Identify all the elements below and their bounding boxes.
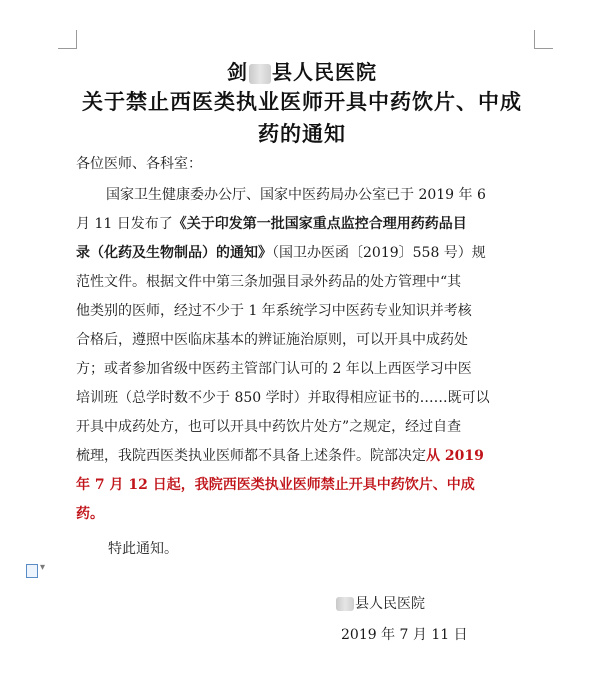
highlight-date: 从 2019 — [426, 448, 484, 464]
redacted-text — [249, 64, 271, 84]
signature-date: 2019 年 7 月 11 日 — [341, 627, 468, 643]
document-number: （国卫办医函〔2019〕558 号）规 — [272, 245, 486, 261]
body-text: 梳理，我院西医类执业医师都不具备上述条件。院部决定 — [76, 448, 426, 464]
highlight-line: 药。 — [76, 506, 104, 522]
body-line: 他类别的医师，经过不少于 1 年系统学习中医药专业知识并考核 — [76, 303, 472, 319]
document-title-ref: 《关于印发第一批国家重点监控合理用药药品目 — [172, 216, 467, 232]
notice-title-line2: 药的通知 — [258, 121, 346, 146]
hospital-suffix: 县人民医院 — [272, 60, 377, 84]
body-line: 合格后，遵照中医临床基本的辨证施治原则，可以开具中成药处 — [76, 332, 468, 348]
body-text: 月 11 日发布了 — [76, 216, 173, 232]
highlight-line: 年 7 月 12 日起，我院西医类执业医师禁止开具中药饮片、中成 — [76, 477, 475, 493]
document-title-ref: 录（化药及生物制品）的通知》 — [76, 245, 272, 261]
notice-title-line1: 关于禁止西医类执业医师开具中药饮片、中成 — [82, 89, 522, 114]
body-line: 开具中成药处方，也可以开具中药饮片处方”之规定，经过自查 — [76, 419, 462, 435]
closing-remark: 特此通知。 — [108, 541, 178, 557]
margin-corner-top-right — [534, 30, 553, 49]
chevron-down-icon[interactable]: ▾ — [40, 562, 46, 573]
hospital-prefix: 剑 — [227, 60, 248, 84]
salutation: 各位医师、各科室： — [76, 156, 202, 172]
redacted-text — [336, 597, 354, 611]
body-line: 方；或者参加省级中医药主管部门认可的 2 年以上西医学习中医 — [76, 361, 472, 377]
margin-corner-top-left — [58, 30, 77, 49]
body-line — [76, 213, 538, 233]
document-icon[interactable] — [26, 564, 38, 578]
body-line — [76, 445, 538, 465]
signature-hospital — [335, 593, 425, 613]
hospital-name — [40, 56, 564, 85]
body-line: 培训班（总学时数不少于 850 学时）并取得相应证书的……既可以 — [76, 390, 490, 406]
body-line: 国家卫生健康委办公厅、国家中医药局办公室已于 2019 年 6 — [106, 187, 486, 203]
body-line: 范性文件。根据文件中第三条加强目录外药品的处方管理中“其 — [76, 274, 462, 290]
signature-name: 县人民医院 — [355, 596, 425, 612]
body-line — [76, 242, 538, 262]
